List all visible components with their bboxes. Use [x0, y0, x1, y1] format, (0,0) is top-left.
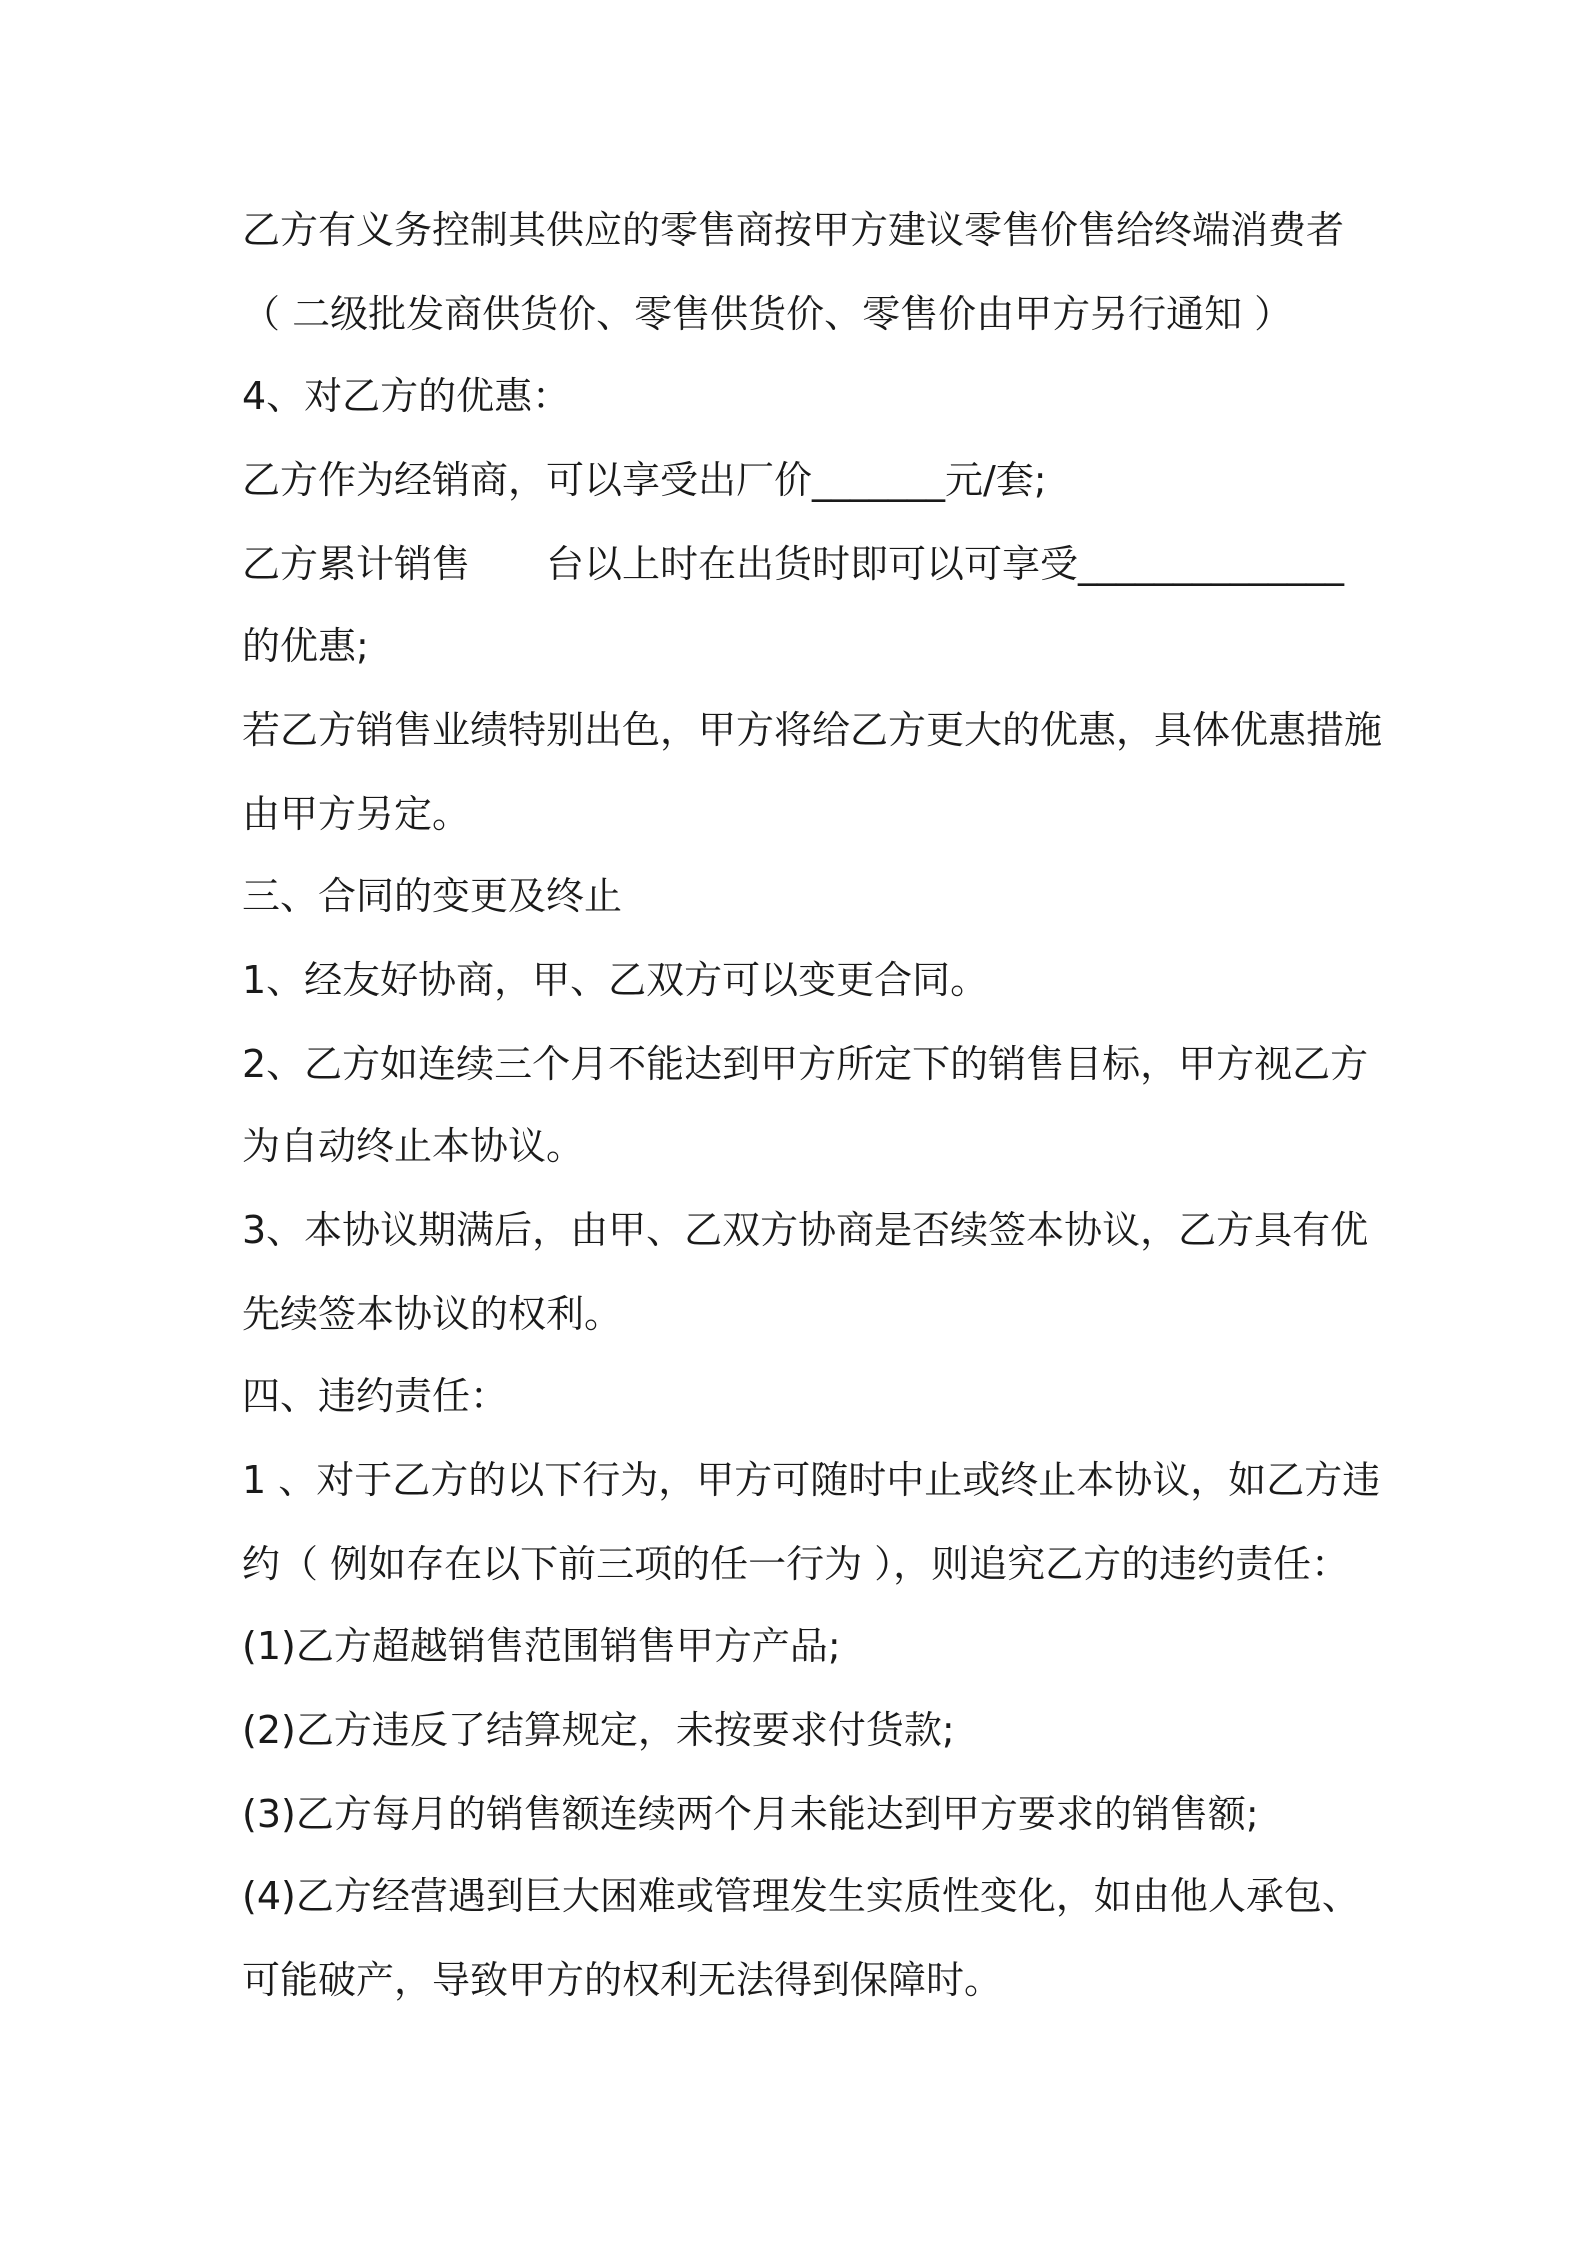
list-item: (1)乙方超越销售范围销售甲方产品;	[242, 1624, 841, 1668]
text-line: 为自动终止本协议。	[242, 1124, 585, 1168]
text-line: 乙方累计销售 台以上时在出货时即可以可享受______________	[242, 542, 1345, 586]
text-line: 若乙方销售业绩特别出色，甲方将给乙方更大的优惠，具体优惠措施	[242, 708, 1383, 752]
text-line: 1、经友好协商，甲、乙双方可以变更合同。	[242, 958, 989, 1002]
text-line: 乙方作为经销商，可以享受出厂价_______元/套;	[242, 458, 1047, 502]
text-line: 2、乙方如连续三个月不能达到甲方所定下的销售目标，甲方视乙方	[242, 1042, 1369, 1086]
list-item: (2)乙方违反了结算规定，未按要求付货款;	[242, 1708, 955, 1752]
text-line: 1 、对于乙方的以下行为，甲方可随时中止或终止本协议，如乙方违	[242, 1458, 1381, 1502]
text-line: 的优惠;	[242, 624, 369, 668]
text-line: 可能破产，导致甲方的权利无法得到保障时。	[242, 1958, 1003, 2002]
section-heading: 四、违约责任：	[242, 1374, 509, 1418]
text-line: 3、本协议期满后，由甲、乙双方协商是否续签本协议，乙方具有优	[242, 1208, 1369, 1252]
list-item: (4)乙方经营遇到巨大困难或管理发生实质性变化，如由他人承包、	[242, 1874, 1360, 1918]
text-line: 乙方有义务控制其供应的零售商按甲方建议零售价售给终端消费者	[242, 208, 1345, 252]
text-line: 由甲方另定。	[242, 792, 471, 836]
section-heading: 三、合同的变更及终止	[242, 874, 623, 918]
section-heading: 4、对乙方的优惠：	[242, 374, 571, 418]
text-line: 先续签本协议的权利。	[242, 1292, 623, 1336]
list-item: (3)乙方每月的销售额连续两个月未能达到甲方要求的销售额;	[242, 1792, 1259, 1836]
text-line: 约（ 例如存在以下前三项的任一行为 ），则追究乙方的违约责任：	[242, 1542, 1350, 1586]
text-line: （ 二级批发商供货价、零售供货价、零售价由甲方另行通知 ）	[242, 292, 1293, 336]
